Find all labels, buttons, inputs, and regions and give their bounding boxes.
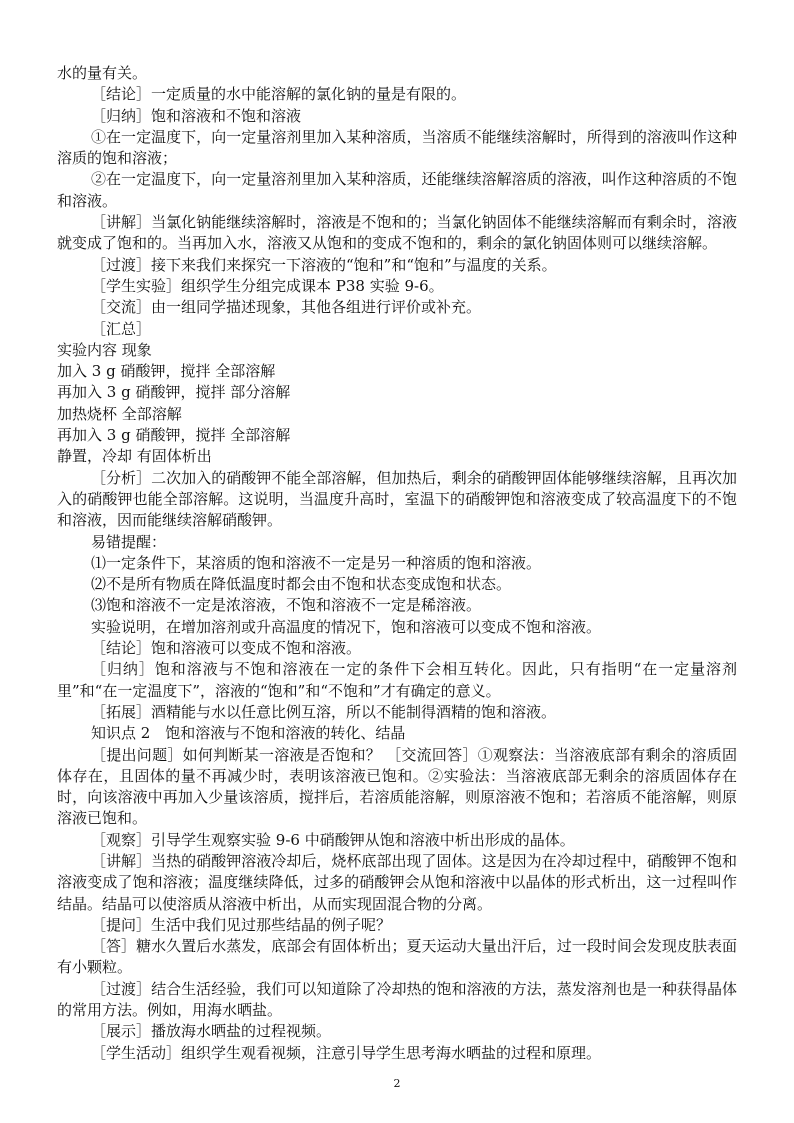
table-row: 再加入 3 g 硝酸钾，搅拌 部分溶解: [57, 383, 291, 402]
section-heading: 知识点 2 饱和溶液与不饱和溶液的转化、结晶: [91, 724, 406, 743]
paragraph: ［归纳］饱和溶液与不饱和溶液在一定的条件下会相互转化。因此，只有指明“在一定量溶剂里”和“在一定温度下”，溶液的“饱和”和“不饱和”才有确定的意义。: [57, 660, 737, 700]
paragraph: ［答］糖水久置后水蒸发，底部会有固体析出；夏天运动大量出汗后，过一段时间会发现皮肤表面有小颗粒。: [57, 937, 737, 977]
paragraph: ⑶饱和溶液不一定是浓溶液，不饱和溶液不一定是稀溶液。: [91, 596, 482, 615]
paragraph: 实验说明，在增加溶剂或升高温度的情况下，饱和溶液可以变成不饱和溶液。: [91, 617, 602, 636]
paragraph: ［分析］二次加入的硝酸钾不能全部溶解，但加热后，剩余的硝酸钾固体能够继续溶解，且再次加入的硝酸钾也能全部溶解。这说明，当温度升高时，室温下的硝酸钾饱和溶液变成了较高温度下的不饱和溶液，因而能继续溶解硝酸钾。: [57, 468, 737, 530]
paragraph: ①在一定温度下，向一定量溶剂里加入某种溶质，当溶质不能继续溶解时，所得到的溶液叫作这种溶质的饱和溶液；: [57, 127, 737, 168]
paragraph: ［过渡］结合生活经验，我们可以知道除了冷却热的饱和溶液的方法，蒸发溶剂也是一种获得晶体的常用方法。例如，用海水晒盐。: [57, 979, 737, 1020]
paragraph: ［学生活动］组织学生观看视频，注意引导学生思考海水晒盐的过程和原理。: [91, 1043, 602, 1062]
paragraph: ［结论］一定质量的水中能溶解的氯化钠的量是有限的。: [91, 85, 467, 104]
paragraph: ⑵不是所有物质在降低温度时都会由不饱和状态变成饱和状态。: [91, 575, 512, 594]
table-row: 再加入 3 g 硝酸钾，搅拌 全部溶解: [57, 426, 291, 445]
paragraph: ②在一定温度下，向一定量溶剂里加入某种溶质，还能继续溶解溶质的溶液，叫作这种溶质的不饱和溶液。: [57, 170, 737, 210]
table-header: 实验内容 现象: [57, 340, 152, 359]
paragraph: 易错提醒：: [91, 532, 167, 551]
paragraph: ［展示］播放海水晒盐的过程视频。: [91, 1022, 332, 1041]
experiment-table: [57, 340, 737, 468]
paragraph: ［交流］由一组同学描述现象，其他各组进行评价或补充。: [91, 298, 482, 317]
paragraph: ⑴一定条件下，某溶质的饱和溶液不一定是另一种溶质的饱和溶液。: [91, 553, 542, 572]
table-row: 加热烧杯 全部溶解: [57, 404, 182, 423]
table-row: 加入 3 g 硝酸钾，搅拌 全部溶解: [57, 362, 276, 381]
table-row: 静置，冷却 有固体析出: [57, 447, 212, 466]
page-body: [57, 63, 737, 1064]
paragraph: ［观察］引导学生观察实验 9-6 中硝酸钾从饱和溶液中析出形成的晶体。: [91, 830, 575, 849]
paragraph: ［提问］生活中我们见过那些结晶的例子呢？: [91, 915, 392, 934]
page-number: 2: [393, 1077, 401, 1090]
paragraph: ［汇总］: [91, 319, 152, 338]
paragraph: ［讲解］当热的硝酸钾溶液冷却后，烧杯底部出现了固体。这是因为在冷却过程中，硝酸钾不饱和溶液变成了饱和溶液；温度继续降低，过多的硝酸钾会从饱和溶液中以晶体的形式析出，这一过程叫作结晶。结晶可以使溶质从溶液中析出，从而实现固混合物的分离。: [57, 851, 737, 913]
paragraph: ［提出问题］如何判断某一溶液是否饱和？ ［交流回答］①观察法：当溶液底部有剩余的溶质固体存在，且固体的量不再减少时，表明该溶液已饱和。②实验法：当溶液底部无剩余的溶质固体存在时，向该溶液中再加入少量该溶质，搅拌后，若溶质能溶解，则原溶液不饱和；若溶质不能溶解，则原溶液已饱和。: [57, 745, 737, 828]
paragraph: 水的量有关。: [57, 64, 148, 82]
paragraph: ［学生实验］组织学生分组完成课本 P38 实验 9-6。: [91, 276, 444, 295]
paragraph: ［结论］饱和溶液可以变成不饱和溶液。: [91, 639, 362, 658]
paragraph: ［过渡］接下来我们来探究一下溶液的“饱和”和“饱和”与温度的关系。: [91, 255, 557, 274]
paragraph: ［归纳］饱和溶液和不饱和溶液: [91, 106, 302, 125]
paragraph: ［讲解］当氯化钠能继续溶解时，溶液是不饱和的；当氯化钠固体不能继续溶解而有剩余时，溶液就变成了饱和的。当再加入水，溶液又从饱和的变成不饱和的，剩余的氯化钠固体则可以继续溶解。: [57, 213, 737, 253]
paragraph: ［拓展］酒精能与水以任意比例互溶，所以不能制得酒精的饱和溶液。: [91, 702, 557, 721]
